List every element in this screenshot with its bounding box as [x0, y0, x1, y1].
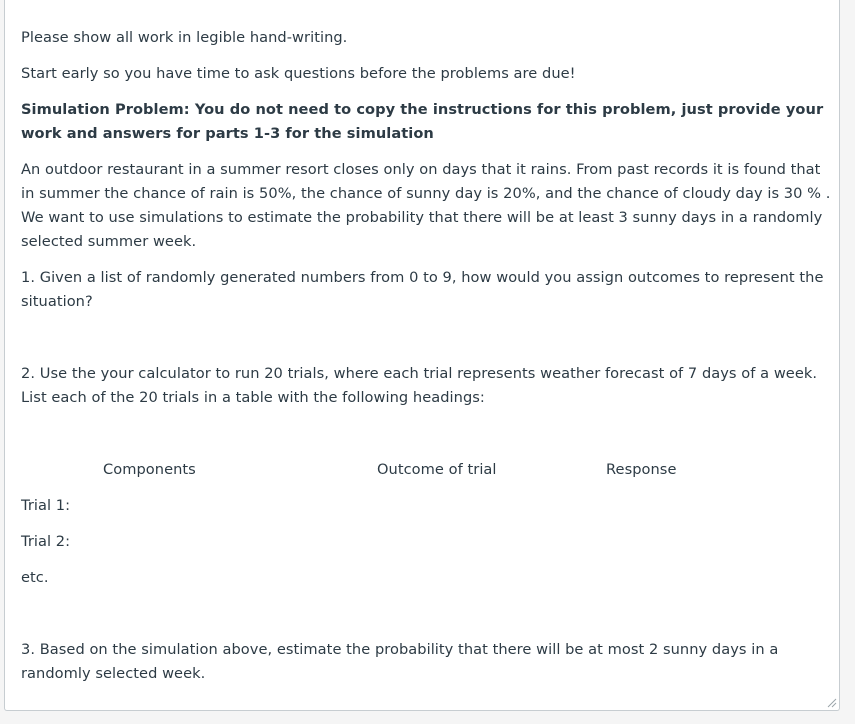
problem-description: An outdoor restaurant in a summer resort closes only on days that it rains. From past records it is found that in summer the chance of rain is 50%, the chance of sunny day is 20%, and the chance of cloudy day is 30 % . We want to use simulations to estimate the probability that there will be at least 3 sunny days in a randomly selected summer week. [21, 161, 831, 250]
blank-space [21, 326, 833, 362]
document-body [21, 26, 833, 698]
table-row: Trial 1: [21, 497, 71, 514]
problem-heading: Simulation Problem: You do not need to copy the instructions for this problem, just provide your work and answers for parts 1-3 for the simulation [21, 101, 824, 142]
resize-handle-icon[interactable] [827, 698, 837, 708]
heading-outcome: Outcome of trial [377, 461, 497, 478]
instruction-line-1: Please show all work in legible hand-writing. [21, 29, 348, 46]
heading-response: Response [606, 461, 677, 478]
instruction-line-2: Start early so you have time to ask questions before the problems are due! [21, 65, 576, 82]
table-row: etc. [21, 569, 49, 586]
table-row: Trial 2: [21, 533, 71, 550]
heading-components: Components [103, 461, 196, 478]
blank-space [21, 602, 833, 638]
answer-editor[interactable] [4, 0, 840, 711]
blank-space [21, 422, 833, 458]
question-1: 1. Given a list of randomly generated numbers from 0 to 9, how would you assign outcomes to represent the situation? [21, 269, 824, 310]
question-2: 2. Use the your calculator to run 20 trials, where each trial represents weather forecast of 7 days of a week. List each of the 20 trials in a table with the following headings: [21, 365, 818, 406]
question-3: 3. Based on the simulation above, estimate the probability that there will be at most 2 sunny days in a randomly selected week. [21, 641, 779, 682]
table-headings [21, 458, 833, 482]
